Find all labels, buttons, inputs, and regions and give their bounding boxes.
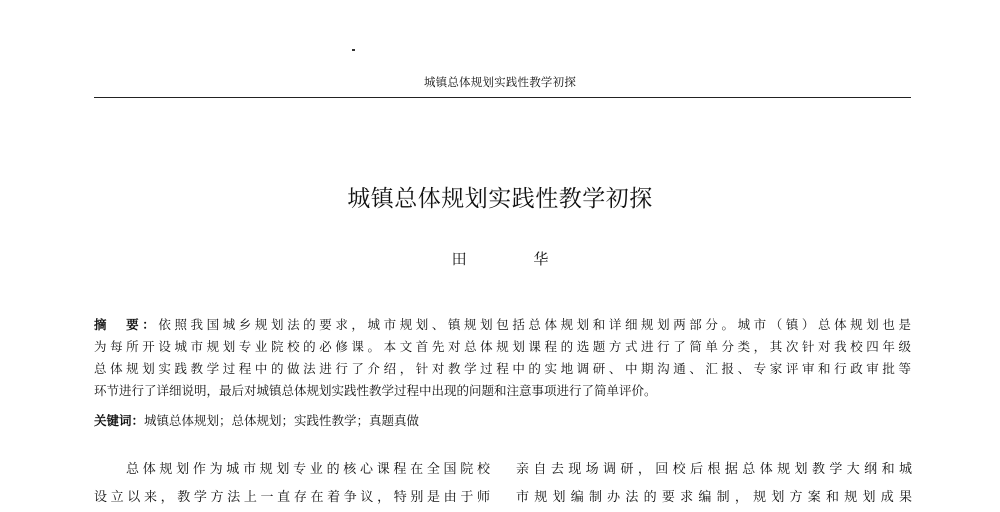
keywords <box>94 410 911 432</box>
running-header: 城镇总体规划实践性教学初探 <box>423 75 577 89</box>
body-right-line-2: 市规划编制办法的要求编制，规划方案和规划成果 <box>516 490 912 505</box>
header-rule <box>94 97 911 98</box>
author-name: 田 华 <box>451 250 569 268</box>
scan-speck <box>352 49 355 51</box>
body-left-line-1: 总体规划作为城市规划专业的核心课程在全国院校 <box>126 462 490 477</box>
abstract-line-3: 总体规划实践教学过程中的做法进行了介绍，针对教学过程中的实地调研、中期沟通、汇报、专家评审和行政审批等 <box>94 361 911 376</box>
keywords-text: 城镇总体规划；总体规划；实践性教学；真题真做 <box>144 413 420 428</box>
abstract-line-1 <box>94 314 911 336</box>
body-right-line-1: 亲自去现场调研，回校后根据总体规划教学大纲和城 <box>516 462 912 477</box>
body-column-right <box>516 456 912 512</box>
abstract <box>94 314 911 402</box>
paper-title: 城镇总体规划实践性教学初探 <box>347 186 653 212</box>
body-column-left <box>94 456 490 512</box>
body-left-line-2: 设立以来，教学方法上一直存在着争议，特别是由于师 <box>94 490 490 505</box>
abstract-line-2: 为每所开设城市规划专业院校的必修课。本文首先对总体规划课程的选题方式进行了简单分类，其次针对我校四年级 <box>94 339 911 354</box>
keywords-label: 关键词： <box>94 413 145 428</box>
abstract-text: 依照我国城乡规划法的要求，城市规划、镇规划包括总体规划和详细规划两部分。城市（镇）总体规划也是 <box>158 317 911 332</box>
abstract-label: 摘 要： <box>94 317 159 332</box>
abstract-line-4: 环节进行了详细说明，最后对城镇总体规划实践性教学过程中出现的问题和注意事项进行了简单评价。 <box>94 383 657 398</box>
